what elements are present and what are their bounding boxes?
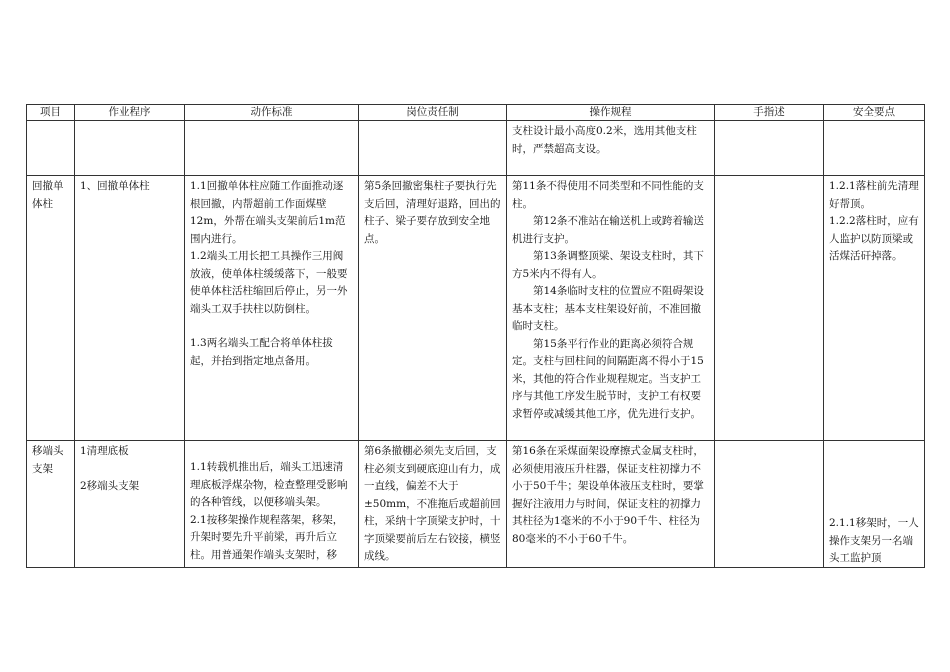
rule-text: 第12条不准站在输送机上或跨着输送机进行支护。 [512,215,704,245]
table-header-row [27,105,925,121]
rule-text: 第16条在采煤面架设摩擦式金属支柱时，必须使用液压升柱器，保证支柱初撑力不小于50千牛；架设单体液压支柱时，要掌握好注液用力与时间，保证支柱的初撑力其柱径为1毫米的不小于90千牛、柱径为80毫米的不小于60千牛。 [512,445,704,545]
action-step: 1.2端头工用长把工具操作三用阀放液，使单体柱缓缓落下，一般要使单体柱活柱缩回后停止，另一外端头工双手扶柱以防倒柱。 [190,250,348,315]
header-safety-points: 安全要点 [824,105,925,121]
procedure-step: 1、回撤单体柱 [80,180,150,192]
table-row [27,441,925,568]
duty-text: 第5条回撤密集柱子要执行先支后回，清理好退路，回出的柱子、梁子要存放到安全地点。 [364,180,501,245]
safety-cell [824,121,925,176]
duty-cell [359,441,507,568]
duty-text: 第6条撤棚必须先支后回，支柱必须支到硬底迎山有力，成一直线，偏差不大于±50mm，不准拖后或超前回柱，采纳十字顶梁支护时，十字顶梁要前后左右铰接，横竖成线。 [364,445,501,562]
rule-text: 第11条不得使用不同类型和不同性能的支柱。 [512,180,704,210]
item-label: 回撤单体柱 [32,180,64,210]
rule-text: 第15条平行作业的距离必须符合规定。支柱与回柱间的间隔距离不得小于15米，其他的符合作业规程规定。当支护工序与其他工序发生脱节时，支护工有权要求暂停或减缓其他工序，优先进行支护。 [512,337,704,420]
rules-cell [507,176,715,441]
header-operating-rules: 操作规程 [507,105,715,121]
item-cell [27,121,75,176]
item-cell [27,176,75,441]
item-label: 移端头支架 [32,445,64,475]
action-step: 2.1按移架操作规程落架，移架，升架时要先升平前梁，再升后立柱。用普通架作端头支架时，移 [190,513,344,561]
table-row [27,176,925,441]
header-gesture: 手指述 [715,105,824,121]
procedure-step: 1清理底板 [80,445,129,457]
header-procedure: 作业程序 [75,105,185,121]
duty-cell [359,176,507,441]
action-step: 1.3两名端头工配合将单体柱拔起，并抬到指定地点备用。 [190,337,333,367]
rule-text: 第14条临时支柱的位置应不阻碍架设基本支柱；基本支柱架设好前，不准回撤临时支柱。 [512,285,704,332]
action-step: 1.1转载机推出后，端头工迅速清理底板浮煤杂物，检查整理受影响的各种管线，以便移端头架。 [190,461,348,508]
safety-cell [824,441,925,568]
work-procedure-table [26,104,925,568]
rule-text: 第13条调整顶梁、架设支柱时，其下方5米内不得有人。 [512,250,704,280]
duty-cell [359,121,507,176]
rule-text: 支柱设计最小高度0.2米，选用其他支柱时，严禁超高支设。 [512,125,697,155]
rules-cell [507,121,715,176]
procedure-cell [75,121,185,176]
item-cell [27,441,75,568]
procedure-cell [75,176,185,441]
table-row [27,121,925,176]
action-cell [185,121,359,176]
safety-point: 1.2.1落柱前先清理好帮顶。 [829,180,919,210]
safety-point: 2.1.1移架时，一人操作支架另一名端头工监护顶 [829,517,919,564]
gesture-cell [715,176,824,441]
header-action-standard: 动作标准 [185,105,359,121]
header-duty: 岗位责任制 [359,105,507,121]
header-item: 项目 [27,105,75,121]
action-cell [185,176,359,441]
action-step: 1.1回撤单体柱应随工作面推动逐根回撤，内帮超前工作面煤壁12m，外帮在端头支架前后1m范围内进行。 [190,180,346,245]
safety-cell [824,176,925,441]
gesture-cell [715,121,824,176]
gesture-cell [715,441,824,568]
safety-point: 1.2.2落柱时，应有人监护以防顶梁或活煤活矸掉落。 [829,215,919,262]
action-cell [185,441,359,568]
procedure-step: 2移端头支架 [80,479,140,492]
rules-cell [507,441,715,568]
procedure-cell [75,441,185,568]
